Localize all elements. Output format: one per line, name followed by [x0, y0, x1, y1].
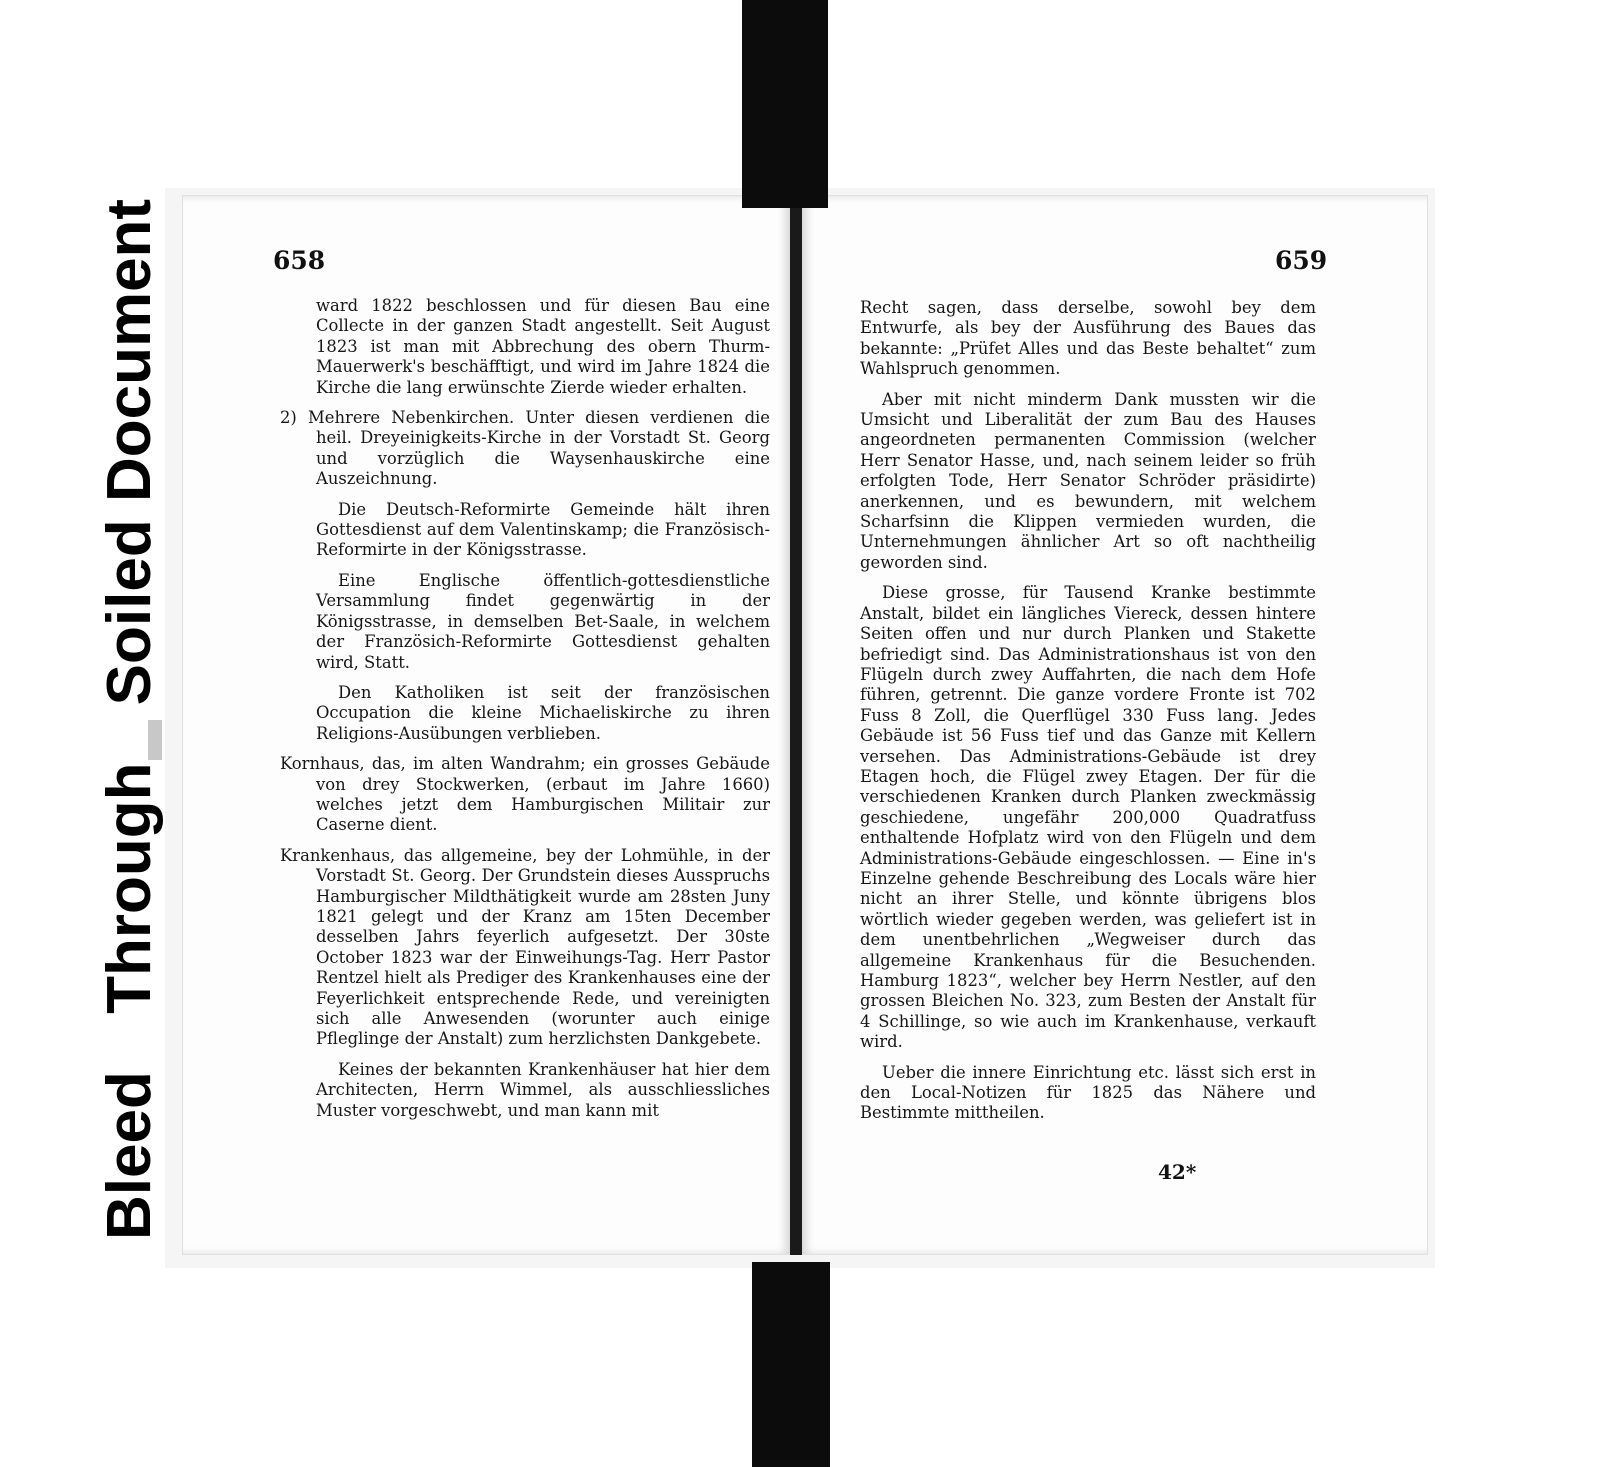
label-through: Through: [95, 762, 164, 1014]
top-clip: [742, 0, 828, 208]
paragraph: Eine Englische öffentlich-gottesdienstliche Versammlung findet gegenwärtig in der Königsstrasse, in demselben Bet-Saale, in welchem der Französich-Reformirte Gottesdienst gehalten wird, Statt.: [316, 570, 770, 672]
label-bleed: Bleed: [95, 1071, 164, 1240]
paragraph: Den Katholiken ist seit der französischen Occupation die kleine Michaeliskirche zu ihren Religions-Ausübungen verblieben.: [316, 682, 770, 743]
gray-strip: [148, 720, 162, 760]
paragraph: ward 1822 beschlossen und für diesen Bau eine Collecte in der ganzen Stadt angestellt. Seit August 1823 ist man mit Abbrechung des obern Thurm-Mauerwerk's beschäfftigt, und wird im Jahre 1824 die Kirche die lang erwünschte Zierde wieder erhalten.: [316, 296, 770, 397]
paragraph: Die Deutsch-Reformirte Gemeinde hält ihren Gottesdienst auf dem Valentinskamp; die Französisch-Reformirte in der Königsstrasse.: [316, 499, 770, 560]
right-page-number: 659: [1275, 246, 1328, 275]
signature-mark: 42*: [1158, 1160, 1197, 1184]
paragraph: Krankenhaus, das allgemeine, bey der Lohmühle, in der Vorstadt St. Georg. Der Grundstein dieses Ausspruchs Hamburgischer Mildthätigkeit wurde am 28sten Juny 1821 gelegt und der Kranz am 15ten December desselben Jahrs feyerlich aufgesetzt. Der 30ste October 1823 war der Einweihungs-Tag. Herr Pastor Rentzel hielt als Prediger des Krankenhauses eine der Feyerlichkeit entsprechende Rede, und vereinigten sich alle Anwesenden (worunter auch einige Pfleglinge der Anstalt) zum herzlichsten Dankgebete.: [280, 845, 770, 1049]
right-page-text: [860, 298, 1316, 1134]
paragraph: Recht sagen, dass derselbe, sowohl bey dem Entwurfe, als bey der Ausführung des Baues das bekannte: „Prüfet Alles und das Beste behaltet“ zum Wahlspruch genommen.: [860, 298, 1316, 379]
paragraph: Diese grosse, für Tausend Kranke bestimmte Anstalt, bildet ein längliches Viereck, dessen hintere Seiten offen und nur durch Planken und Stakette befriedigt sind. Das Administrationshaus ist von den Flügeln durch zwey Auffahrten, die nach dem Hofe führen, getrennt. Die ganze vordere Fronte ist 702 Fuss 8 Zoll, die Querflügel 330 Fuss lang. Jedes Gebäude ist 56 Fuss tief und das Ganze mit Kellern versehen. Das Administrations-Gebäude ist drey Etagen hoch, die Flügel zwey Etagen. Der für die verschiedenen Kranken durch Planken zweckmässig geschiedene, ungefähr 200,000 Quadratfuss enthaltende Hofplatz wird von den Flügeln und dem Administrations-Gebäude eingeschlossen. — Eine in's Einzelne gehende Beschreibung des Locals wäre hier nicht an ihrer Stelle, und könnte übrigens blos wörtlich wieder gegeben werden, was geliefert ist in dem unentbehrlichen „Wegweiser durch das allgemeine Krankenhaus für die Besuchenden. Hamburg 1823“, welcher bey Herrn Nestler, auf den grossen Bleichen No. 323, zum Besten der Anstalt für 4 Schillinge, so wie auch im Krankenhause, verkauft wird.: [860, 583, 1316, 1052]
paragraph: Ueber die innere Einrichtung etc. lässt sich erst in den Local-Notizen für 1825 das Nähere und Bestimmte mittheilen.: [860, 1062, 1316, 1123]
paragraph: Keines der bekannten Krankenhäuser hat hier dem Architecten, Herrn Wimmel, als ausschliessliches Muster vorgeschwebt, und man kann mit: [316, 1059, 770, 1120]
label-soiled-document: Soiled Document: [95, 198, 164, 706]
left-page-text: [280, 296, 770, 1131]
left-page-number: 658: [273, 246, 326, 275]
paragraph: Aber mit nicht minderm Dank mussten wir die Umsicht und Liberalität der zum Bau des Hauses angeordneten permanenten Commission (welcher Herr Senator Hasse, und, nach seinem leider so früh erfolgten Tode, Herr Senator Schröder präsidirte) anerkennen, und es bewundern, mit welchem Scharfsinn die Klippen vermieden wurden, die Unternehmungen ähnlicher Art so oft nachtheilig geworden sind.: [860, 389, 1316, 572]
bottom-clip: [752, 1262, 830, 1467]
paragraph: Kornhaus, das, im alten Wandrahm; ein grosses Gebäude von drey Stockwerken, (erbaut im Jahre 1660) welches jetzt dem Hamburgischen Militair zur Caserne dient.: [280, 754, 770, 835]
paragraph: 2) Mehrere Nebenkirchen. Unter diesen verdienen die heil. Dreyeinigkeits-Kirche in der Vorstadt St. Georg und vorzüglich die Waysenhauskirche eine Auszeichnung.: [280, 408, 770, 489]
book-spine: [790, 195, 802, 1255]
